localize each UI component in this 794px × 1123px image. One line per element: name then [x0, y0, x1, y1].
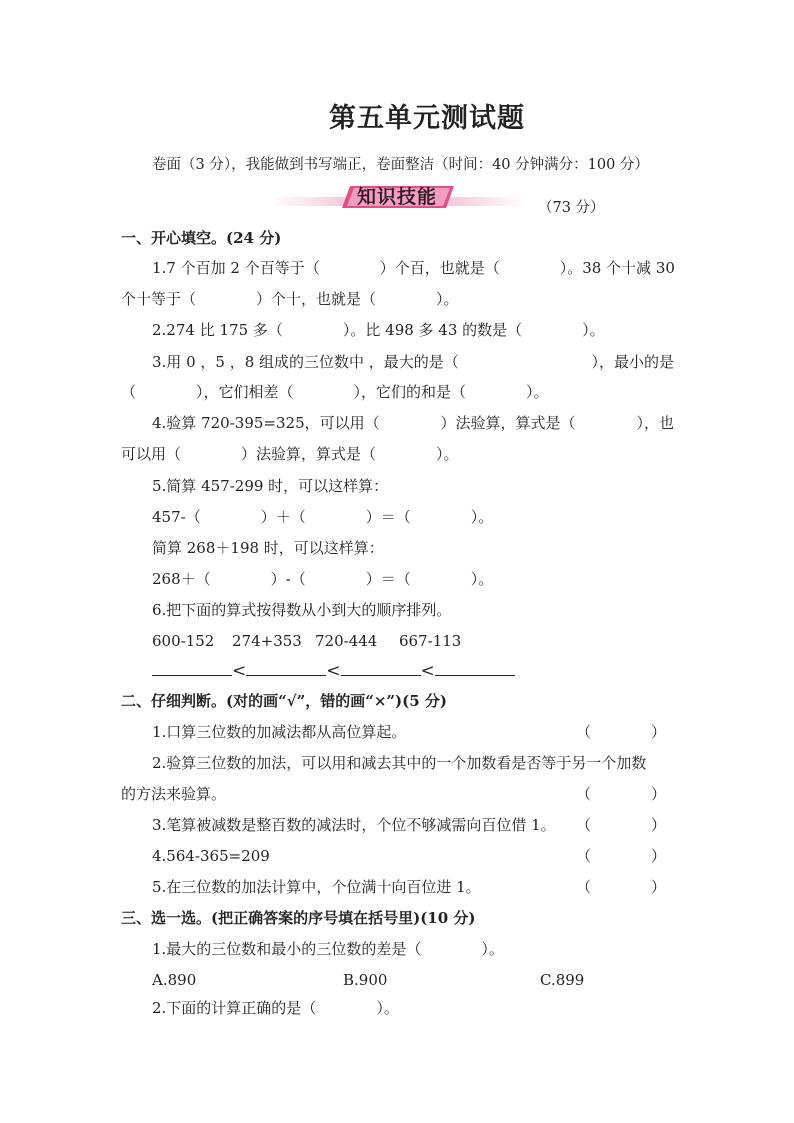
question-3-part-a: 3.用 0 ，5 ，8 组成的三位数中 ，最大的是（: [152, 353, 459, 371]
judge-answer-paren-4[interactable]: （ ）: [576, 847, 667, 865]
question-3-line-1: [152, 352, 674, 372]
question-4-part-c: ），也: [636, 414, 674, 432]
choice-question-1: 1.最大的三位数和最小的三位数的差是（ ）。: [152, 940, 504, 958]
exam-note: 卷面（3 分），我能做到书写端正，卷面整洁（时间：40 分钟满分：100 分）: [152, 157, 649, 173]
less-than-sign: <: [326, 661, 341, 681]
question-6: 6.把下面的算式按得数从小到大的顺序排列。: [152, 601, 452, 619]
answer-blank[interactable]: [341, 659, 421, 676]
question-3-line-2: （ ），它们相差（ ），它们的和是（ ）。: [121, 383, 549, 401]
less-than-sign: <: [232, 661, 247, 681]
question-6-expr-3: 720-444: [315, 632, 378, 650]
choice-question-2: 2.下面的计算正确的是（ ）。: [152, 999, 399, 1017]
question-5-expression: 457-（ ）＋（ ）＝（ ）。: [152, 508, 494, 526]
judge-item-2-line-2: 的方法来验算。: [121, 785, 227, 803]
question-1-line-1: 1.7 个百加 2 个百等于（ ）个百，也就是（ ）。38 个十减 30: [152, 259, 675, 277]
question-4-line-1: [152, 413, 674, 433]
banner-title: 知识技能: [356, 186, 437, 208]
judge-answer-paren-5[interactable]: （ ）: [576, 878, 667, 896]
question-5: 5.简算 457-299 时，可以这样算：: [152, 477, 389, 495]
question-6-expr-1: 600-152: [152, 632, 215, 650]
judge-item-5: 5.在三位数的加法计算中，个位满十向百位进 1。: [152, 878, 481, 896]
answer-blank[interactable]: [435, 659, 515, 676]
page-title: 第五单元测试题: [329, 103, 525, 134]
answer-blank[interactable]: [246, 659, 326, 676]
choice-option-b[interactable]: B.900: [343, 971, 388, 989]
judge-answer-paren-1[interactable]: （ ）: [576, 723, 667, 741]
judge-item-3: 3.笔算被减数是整百数的减法时，个位不够减需向百位借 1。: [152, 816, 556, 834]
question-3-part-b: ），最小的是: [591, 353, 674, 371]
question-4-part-a: 4.验算 720-395=325，可以用（: [152, 414, 380, 432]
question-6-expr-4: 667-113: [399, 632, 462, 650]
question-2: 2.274 比 175 多（ ）。比 498 多 43 的数是（ ）。: [152, 321, 605, 339]
question-6-expr-2: 274+353: [232, 632, 302, 650]
section1-heading: 一、开心填空。(24 分): [121, 229, 282, 247]
section2-heading: 二、仔细判断。(对的画“√”，错的画“×”)(5 分): [121, 692, 447, 710]
judge-answer-paren-2[interactable]: （ ）: [576, 785, 667, 803]
judge-item-4: 4.564-365=209: [152, 847, 270, 865]
less-than-sign: <: [420, 661, 435, 681]
question-5b: 简算 268＋198 时，可以这样算：: [152, 539, 384, 557]
choice-option-c[interactable]: C.899: [540, 971, 585, 989]
judge-item-1: 1.口算三位数的加减法都从高位算起。: [152, 723, 407, 741]
question-1-line-2: 个十等于（ ）个十，也就是（ ）。: [121, 290, 459, 308]
banner-score: （73 分）: [538, 200, 605, 216]
section3-heading: 三、选一选。(把正确答案的序号填在括号里)(10 分): [121, 909, 476, 927]
question-4-part-b: ）法验算，算式是（: [440, 414, 576, 432]
answer-blank[interactable]: [152, 659, 232, 676]
question-5b-expression: 268＋（ ）-（ ）＝（ ）。: [152, 570, 494, 588]
judge-answer-paren-3[interactable]: （ ）: [576, 816, 667, 834]
judge-item-2-line-1: 2.验算三位数的加法，可以用和减去其中的一个加数看是否等于另一个加数: [152, 754, 647, 772]
section-banner: [270, 184, 526, 210]
question-4-line-2: 可以用（ ）法验算，算式是（ ）。: [121, 445, 459, 463]
choice-option-a[interactable]: A.890: [152, 971, 197, 989]
ordering-answer-row: [152, 659, 515, 681]
